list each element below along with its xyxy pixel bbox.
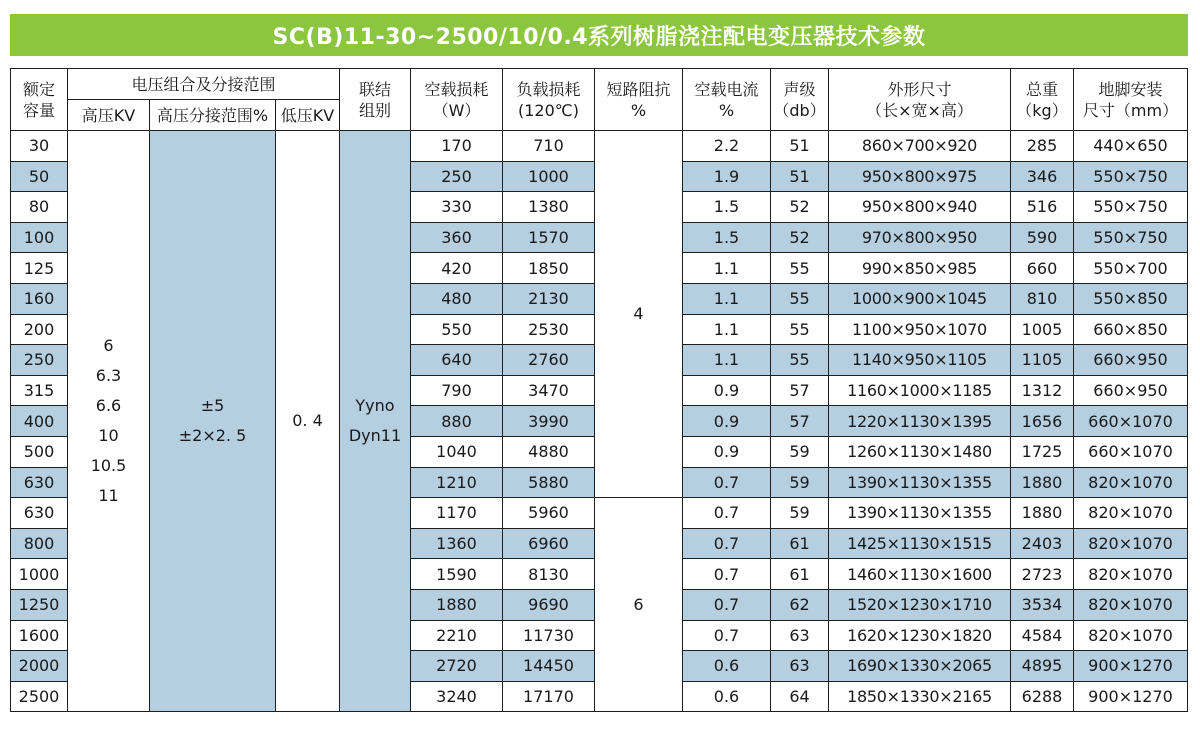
foot-cell: 660×1070 bbox=[1074, 436, 1188, 467]
weight-cell: 810 bbox=[1011, 283, 1074, 314]
weight-cell: 346 bbox=[1011, 161, 1074, 192]
no-load-loss-cell: 1040 bbox=[411, 436, 503, 467]
dimensions-cell: 970×800×950 bbox=[829, 222, 1011, 253]
capacity-cell: 80 bbox=[11, 192, 68, 223]
foot-cell: 820×1070 bbox=[1074, 559, 1188, 590]
dimensions-cell: 950×800×975 bbox=[829, 161, 1011, 192]
hv-merged-cell-line: 11 bbox=[98, 486, 119, 506]
no-load-loss-cell: 790 bbox=[411, 375, 503, 406]
weight-cell: 1005 bbox=[1011, 314, 1074, 345]
no-load-current-cell: 0.7 bbox=[683, 620, 771, 651]
capacity-cell: 250 bbox=[11, 345, 68, 376]
foot-cell: 550×750 bbox=[1074, 222, 1188, 253]
table-body bbox=[11, 131, 1188, 712]
weight-cell: 1312 bbox=[1011, 375, 1074, 406]
capacity-cell: 200 bbox=[11, 314, 68, 345]
load-loss-cell: 1380 bbox=[503, 192, 595, 223]
dimensions-cell: 950×800×940 bbox=[829, 192, 1011, 223]
hv-merged-cell-line: 6.6 bbox=[95, 396, 122, 416]
noise-cell: 63 bbox=[771, 620, 829, 651]
noise-cell: 55 bbox=[771, 253, 829, 284]
header-impedance: 短路阻抗 % bbox=[595, 69, 683, 131]
noise-cell: 52 bbox=[771, 192, 829, 223]
load-loss-cell: 8130 bbox=[503, 559, 595, 590]
load-loss-cell: 14450 bbox=[503, 651, 595, 682]
load-loss-cell: 1570 bbox=[503, 222, 595, 253]
foot-cell: 900×1270 bbox=[1074, 651, 1188, 682]
noise-cell: 64 bbox=[771, 681, 829, 712]
no-load-loss-cell: 550 bbox=[411, 314, 503, 345]
no-load-loss-cell: 880 bbox=[411, 406, 503, 437]
no-load-current-cell: 0.7 bbox=[683, 589, 771, 620]
load-loss-cell: 9690 bbox=[503, 589, 595, 620]
foot-cell: 820×1070 bbox=[1074, 498, 1188, 529]
no-load-current-cell: 2.2 bbox=[683, 131, 771, 162]
capacity-cell: 315 bbox=[11, 375, 68, 406]
noise-cell: 51 bbox=[771, 161, 829, 192]
no-load-current-cell: 1.5 bbox=[683, 222, 771, 253]
dimensions-cell: 1390×1130×1355 bbox=[829, 467, 1011, 498]
dimensions-cell: 1520×1230×1710 bbox=[829, 589, 1011, 620]
weight-cell: 1656 bbox=[1011, 406, 1074, 437]
capacity-cell: 30 bbox=[11, 131, 68, 162]
dimensions-cell: 1100×950×1070 bbox=[829, 314, 1011, 345]
weight-cell: 3534 bbox=[1011, 589, 1074, 620]
no-load-current-cell: 0.6 bbox=[683, 681, 771, 712]
hv-merged-cell-line: 6 bbox=[103, 336, 114, 356]
no-load-loss-cell: 170 bbox=[411, 131, 503, 162]
no-load-current-cell: 0.7 bbox=[683, 498, 771, 529]
foot-cell: 660×850 bbox=[1074, 314, 1188, 345]
no-load-loss-cell: 640 bbox=[411, 345, 503, 376]
tap-merged-cell-line: ±5 bbox=[200, 396, 225, 416]
no-load-current-cell: 0.7 bbox=[683, 559, 771, 590]
weight-cell: 4895 bbox=[1011, 651, 1074, 682]
foot-cell: 550×850 bbox=[1074, 283, 1188, 314]
header-dimensions: 外形尺寸 （长×宽×高） bbox=[829, 69, 1011, 131]
no-load-current-cell: 0.6 bbox=[683, 651, 771, 682]
no-load-current-cell: 1.5 bbox=[683, 192, 771, 223]
no-load-current-cell: 1.1 bbox=[683, 283, 771, 314]
foot-cell: 550×750 bbox=[1074, 161, 1188, 192]
no-load-loss-cell: 480 bbox=[411, 283, 503, 314]
page-title: SC(B)11-30~2500/10/0.4系列树脂浇注配电变压器技术参数 bbox=[10, 14, 1188, 56]
foot-cell: 820×1070 bbox=[1074, 528, 1188, 559]
foot-cell: 550×700 bbox=[1074, 253, 1188, 284]
weight-cell: 1725 bbox=[1011, 436, 1074, 467]
noise-cell: 61 bbox=[771, 559, 829, 590]
hv-merged-cell bbox=[68, 131, 150, 712]
capacity-cell: 1600 bbox=[11, 620, 68, 651]
dimensions-cell: 1620×1230×1820 bbox=[829, 620, 1011, 651]
no-load-loss-cell: 2210 bbox=[411, 620, 503, 651]
noise-cell: 63 bbox=[771, 651, 829, 682]
load-loss-cell: 2130 bbox=[503, 283, 595, 314]
noise-cell: 52 bbox=[771, 222, 829, 253]
dimensions-cell: 1390×1130×1355 bbox=[829, 498, 1011, 529]
foot-cell: 660×1070 bbox=[1074, 406, 1188, 437]
no-load-current-cell: 0.9 bbox=[683, 375, 771, 406]
header-noise: 声级 （db） bbox=[771, 69, 829, 131]
dimensions-cell: 860×700×920 bbox=[829, 131, 1011, 162]
impedance-merged-cell: 6 bbox=[595, 498, 683, 712]
load-loss-cell: 17170 bbox=[503, 681, 595, 712]
no-load-loss-cell: 1880 bbox=[411, 589, 503, 620]
noise-cell: 55 bbox=[771, 314, 829, 345]
no-load-current-cell: 1.1 bbox=[683, 314, 771, 345]
capacity-cell: 1000 bbox=[11, 559, 68, 590]
capacity-cell: 125 bbox=[11, 253, 68, 284]
load-loss-cell: 3990 bbox=[503, 406, 595, 437]
dimensions-cell: 1460×1130×1600 bbox=[829, 559, 1011, 590]
no-load-current-cell: 0.7 bbox=[683, 467, 771, 498]
load-loss-cell: 5960 bbox=[503, 498, 595, 529]
capacity-cell: 50 bbox=[11, 161, 68, 192]
weight-cell: 1105 bbox=[1011, 345, 1074, 376]
capacity-cell: 1250 bbox=[11, 589, 68, 620]
header-no-load-current: 空载电流 % bbox=[683, 69, 771, 131]
noise-cell: 57 bbox=[771, 375, 829, 406]
header-capacity: 额定 容量 bbox=[11, 69, 68, 131]
load-loss-cell: 1850 bbox=[503, 253, 595, 284]
dimensions-cell: 1690×1330×2065 bbox=[829, 651, 1011, 682]
dimensions-cell: 1140×950×1105 bbox=[829, 345, 1011, 376]
weight-cell: 1880 bbox=[1011, 467, 1074, 498]
noise-cell: 61 bbox=[771, 528, 829, 559]
header-connection: 联结 组别 bbox=[340, 69, 411, 131]
dimensions-cell: 990×850×985 bbox=[829, 253, 1011, 284]
weight-cell: 516 bbox=[1011, 192, 1074, 223]
no-load-loss-cell: 3240 bbox=[411, 681, 503, 712]
load-loss-cell: 6960 bbox=[503, 528, 595, 559]
foot-cell: 550×750 bbox=[1074, 192, 1188, 223]
no-load-loss-cell: 1170 bbox=[411, 498, 503, 529]
weight-cell: 1880 bbox=[1011, 498, 1074, 529]
header-voltage-group: 电压组合及分接范围 bbox=[68, 69, 340, 100]
capacity-cell: 630 bbox=[11, 498, 68, 529]
header-lv: 低压KV bbox=[276, 100, 340, 131]
load-loss-cell: 710 bbox=[503, 131, 595, 162]
connection-merged-cell-line: Yyno bbox=[355, 396, 395, 416]
tap-merged-cell-line: ±2×2. 5 bbox=[178, 426, 247, 446]
foot-cell: 820×1070 bbox=[1074, 467, 1188, 498]
hv-merged-cell-line: 10 bbox=[98, 426, 119, 446]
noise-cell: 59 bbox=[771, 467, 829, 498]
weight-cell: 2403 bbox=[1011, 528, 1074, 559]
capacity-cell: 100 bbox=[11, 222, 68, 253]
dimensions-cell: 1850×1330×2165 bbox=[829, 681, 1011, 712]
load-loss-cell: 4880 bbox=[503, 436, 595, 467]
capacity-cell: 2500 bbox=[11, 681, 68, 712]
no-load-loss-cell: 2720 bbox=[411, 651, 503, 682]
dimensions-cell: 1220×1130×1395 bbox=[829, 406, 1011, 437]
no-load-current-cell: 0.9 bbox=[683, 406, 771, 437]
tap-merged-cell bbox=[150, 131, 276, 712]
noise-cell: 59 bbox=[771, 436, 829, 467]
capacity-cell: 630 bbox=[11, 467, 68, 498]
header-weight: 总重 （kg） bbox=[1011, 69, 1074, 131]
load-loss-cell: 11730 bbox=[503, 620, 595, 651]
foot-cell: 660×950 bbox=[1074, 375, 1188, 406]
capacity-cell: 500 bbox=[11, 436, 68, 467]
dimensions-cell: 1260×1130×1480 bbox=[829, 436, 1011, 467]
hv-merged-cell-line: 10.5 bbox=[90, 456, 127, 476]
dimensions-cell: 1160×1000×1185 bbox=[829, 375, 1011, 406]
no-load-current-cell: 1.1 bbox=[683, 345, 771, 376]
weight-cell: 660 bbox=[1011, 253, 1074, 284]
foot-cell: 440×650 bbox=[1074, 131, 1188, 162]
noise-cell: 57 bbox=[771, 406, 829, 437]
connection-merged-cell-line: Dyn11 bbox=[348, 426, 402, 446]
spec-table bbox=[10, 68, 1188, 712]
header-hv: 高压KV bbox=[68, 100, 150, 131]
foot-cell: 900×1270 bbox=[1074, 681, 1188, 712]
no-load-loss-cell: 330 bbox=[411, 192, 503, 223]
load-loss-cell: 2530 bbox=[503, 314, 595, 345]
noise-cell: 59 bbox=[771, 498, 829, 529]
lv-merged-cell: 0. 4 bbox=[276, 131, 340, 712]
capacity-cell: 800 bbox=[11, 528, 68, 559]
foot-cell: 820×1070 bbox=[1074, 620, 1188, 651]
weight-cell: 4584 bbox=[1011, 620, 1074, 651]
capacity-cell: 2000 bbox=[11, 651, 68, 682]
foot-cell: 820×1070 bbox=[1074, 589, 1188, 620]
noise-cell: 55 bbox=[771, 345, 829, 376]
connection-merged-cell bbox=[340, 131, 411, 712]
weight-cell: 590 bbox=[1011, 222, 1074, 253]
load-loss-cell: 5880 bbox=[503, 467, 595, 498]
hv-merged-cell-line: 6.3 bbox=[95, 366, 122, 386]
noise-cell: 55 bbox=[771, 283, 829, 314]
noise-cell: 62 bbox=[771, 589, 829, 620]
no-load-loss-cell: 1590 bbox=[411, 559, 503, 590]
foot-cell: 660×950 bbox=[1074, 345, 1188, 376]
load-loss-cell: 2760 bbox=[503, 345, 595, 376]
no-load-loss-cell: 250 bbox=[411, 161, 503, 192]
no-load-loss-cell: 420 bbox=[411, 253, 503, 284]
no-load-loss-cell: 1360 bbox=[411, 528, 503, 559]
no-load-current-cell: 0.9 bbox=[683, 436, 771, 467]
header-no-load-loss: 空载损耗 （W） bbox=[411, 69, 503, 131]
no-load-current-cell: 0.7 bbox=[683, 528, 771, 559]
weight-cell: 2723 bbox=[1011, 559, 1074, 590]
weight-cell: 6288 bbox=[1011, 681, 1074, 712]
capacity-cell: 160 bbox=[11, 283, 68, 314]
no-load-loss-cell: 360 bbox=[411, 222, 503, 253]
noise-cell: 51 bbox=[771, 131, 829, 162]
capacity-cell: 400 bbox=[11, 406, 68, 437]
header-load-loss: 负载损耗 (120℃) bbox=[503, 69, 595, 131]
no-load-loss-cell: 1210 bbox=[411, 467, 503, 498]
no-load-current-cell: 1.1 bbox=[683, 253, 771, 284]
dimensions-cell: 1425×1130×1515 bbox=[829, 528, 1011, 559]
header-tap: 高压分接范围% bbox=[150, 100, 276, 131]
table-row bbox=[11, 131, 1188, 162]
impedance-merged-cell: 4 bbox=[595, 131, 683, 498]
load-loss-cell: 3470 bbox=[503, 375, 595, 406]
weight-cell: 285 bbox=[1011, 131, 1074, 162]
no-load-current-cell: 1.9 bbox=[683, 161, 771, 192]
header-foot: 地脚安装 尺寸（mm） bbox=[1074, 69, 1188, 131]
load-loss-cell: 1000 bbox=[503, 161, 595, 192]
dimensions-cell: 1000×900×1045 bbox=[829, 283, 1011, 314]
